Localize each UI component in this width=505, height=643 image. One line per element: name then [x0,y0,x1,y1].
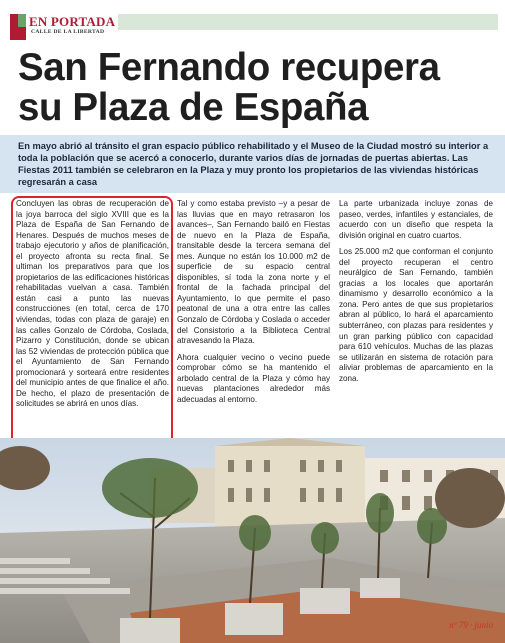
section-title: EN PORTADA [29,14,116,29]
section-subtitle: CALLE DE LA LIBERTAD [31,29,105,35]
header-bar [118,14,498,30]
headline [18,48,498,128]
article-column-3 [339,199,493,390]
plaza-photo [0,438,505,643]
column-2-paragraph-2: Ahora cualquier vecino o vecino puede comprobar cómo se ha mantenido el arbolado central de la Plaza y cómo hay nuevas plantaciones alrededor más adecuadas al entorno. [177,352,330,404]
headline-line-2: su Plaza de España [18,86,369,129]
column-3-paragraph-2: Los 25.000 m2 que conforman el conjunto del proyecto recuperan el centro neurálgico de San Fernando, también gracias a los locales que aportarán dinamismo y desarrollo económico a la zona. Pero antes de que sus propietarios abran al público, lo hará el aparcamiento subterráneo, con plazas para residentes y un gran parking público con capacidad para 610 vehículos. Muchas de las plazas se utilizarán en sistema de rotación para aliviar problemas de aparcamiento en la zona. [339,247,493,383]
column-2-paragraph-1: Tal y como estaba previsto –y a pesar de las lluvias que en mayo retrasaron los avances–, San Fernando bailó en Fiestas de nuevo en la Plaza de España, transitable desde la tercera semana del mes. Aunque no están los 10.000 m2 de superficie de su espacio central disponibles, sí toda la zona norte y el frontal de la fachada principal del Ayuntamiento, lo que permite el paso peatonal de una a otra entre las calles Gonzalo de Córdoba y Coslada o acceder del Consistorio a la Biblioteca Central atravesando la Plaza. [177,199,330,346]
section-tab [10,14,118,40]
section-logo-mark [10,14,26,40]
page-folio: nº 79 · junio [449,620,493,630]
column-3-paragraph-1: La parte urbanizada incluye zonas de paseo, verdes, infantiles y estanciales, de acuerdo con un diseño que respeta la división original en cuatro cuartos. [339,199,493,240]
highlight-frame [11,196,173,467]
headline-line-1: San Fernando recupera [18,46,440,89]
lead-paragraph: En mayo abrió al tránsito el gran espacio público rehabilitado y el Museo de la Ciudad mostró su interior a toda la población que se acercó a conocerlo, durante varios días de jornadas de puertas abiertas. Las Fiestas 2011 también se celebraron en la Plaza y muy pronto los propietarios de las viviendas históricas regresarán a casa [18,141,489,187]
article-column-2 [177,199,330,411]
column-1-paragraph: Concluyen las obras de recuperación de la joya barroca del siglo XVIII que es la Plaza de España de San Fernando de Henares. Después de muchos meses de trabajo ejecutorio y años de planificación, el proyecto afronta su recta final. Se ultiman los preparativos para que los propietarios de las edificaciones históricas rehabilitadas vuelvan a casa. También están casi a punto las nuevas construcciones (en total, cerca de 170 viviendas, todas con plaza de garaje) en las calles Gonzalo de Córdoba, Coslada, Pizarro y Constitución, donde se ubican las 52 viviendas de protección pública que el Ayuntamiento de San Fernando promocionará y sorteará entre residentes del municipio antes de que finalice el año. De hecho, el plazo de presentación de solicitudes se abrirá en unos días. [16,199,169,409]
